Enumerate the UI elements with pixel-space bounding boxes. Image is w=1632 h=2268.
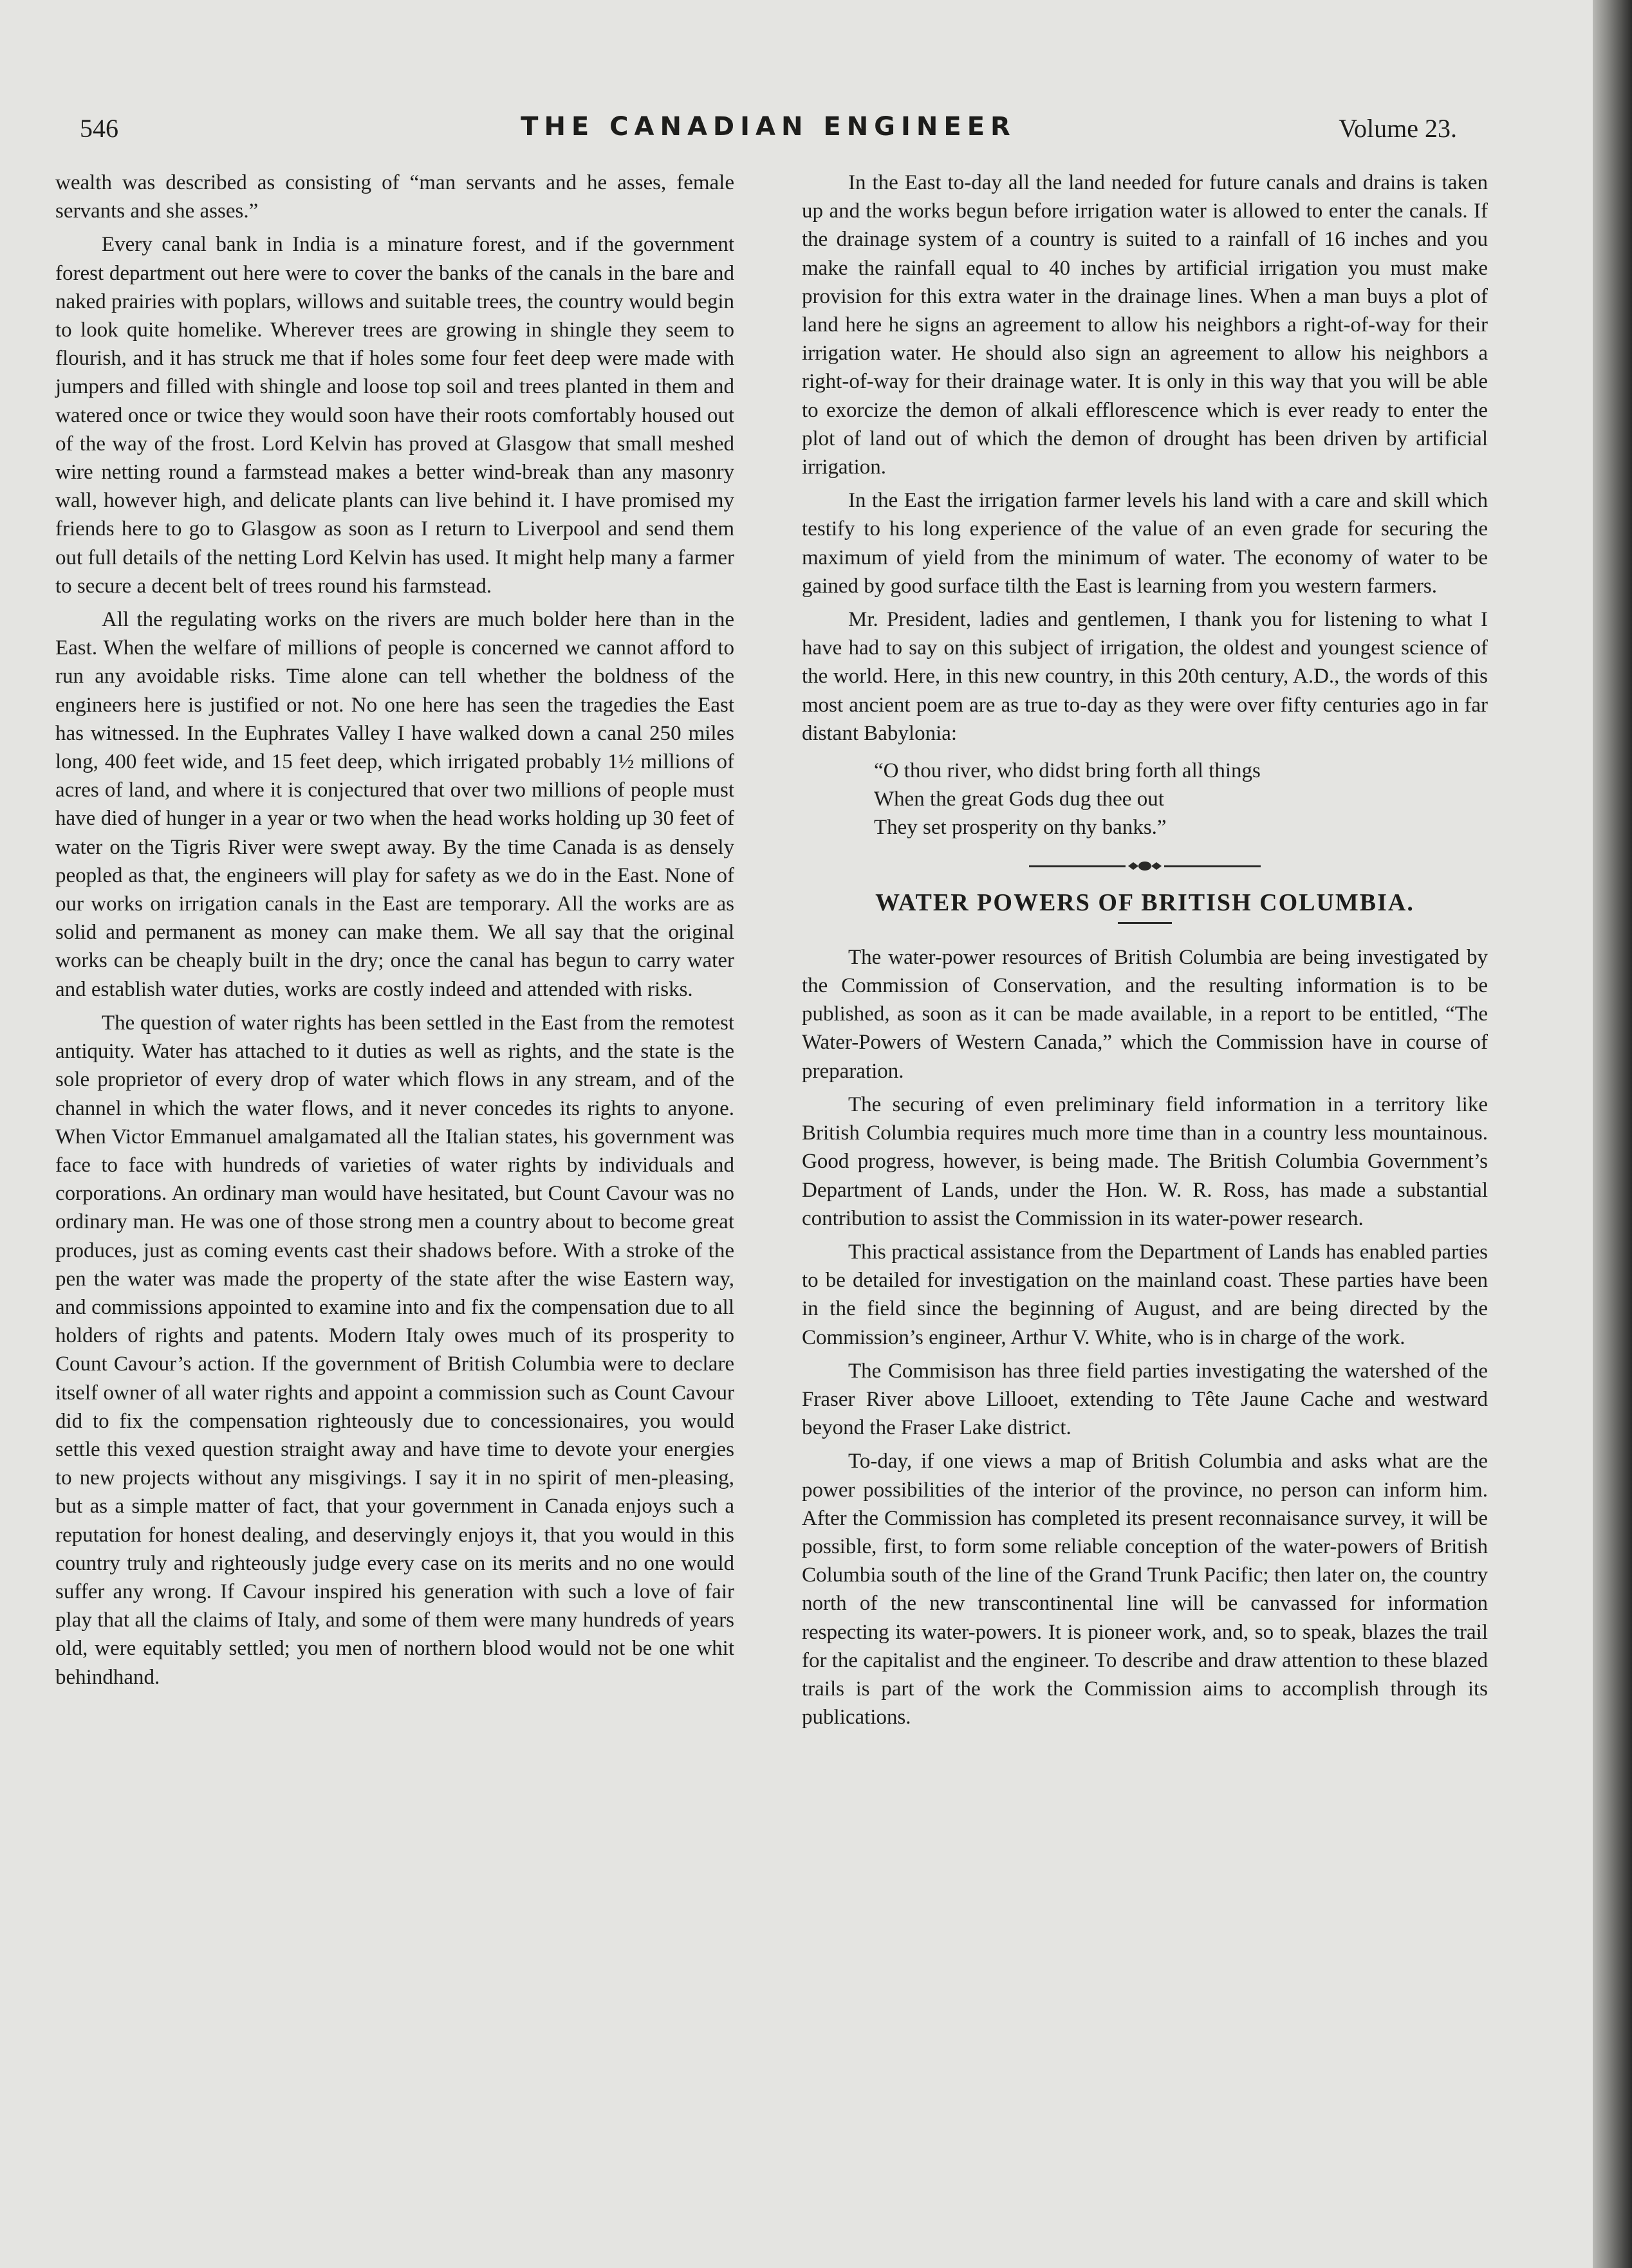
right-column: [802, 169, 1488, 1737]
paragraph: In the East to-day all the land needed for future canals and drains is taken up and the works begun before irrigation water is allowed to enter the canals. If the drainage system of a country is suited to a rainfall of 16 inches and you make the rainfall equal to 40 inches by artificial irrigation you must make provision for this extra water in the drainage lines. When a man buys a plot of land here he signs an agreement to allow his neighbors a right-of-way for their irrigation water. He should also sign an agreement to allow his neighbors a right-of-way for their drainage water. It is only in this way that you will be able to exorcize the demon of alkali efflorescence which is ever ready to enter the plot of land out of which the demon of drought has been driven by artificial irrigation.: [802, 171, 1488, 479]
poem-line: “O thou river, who didst bring forth all things: [874, 759, 1261, 783]
poem-line: They set prosperity on thy banks.”: [874, 816, 1167, 840]
paragraph: Every canal bank in India is a minature forest, and if the government forest department out here were to cover the banks of the canals in the bare and naked prairies with poplars, willows and suitable trees, the country would begin to look quite homelike. Wherever trees are growing in shingle they seem to flourish, and it has struck me that if holes some four feet deep were made with jumpers and filled with shingle and loose top soil and trees planted in them and watered once or twice they would soon have their roots comfortably housed out of the way of the frost. Lord Kelvin has proved at Glasgow that small meshed wire netting round a farmstead makes a better wind-break than any masonry wall, however high, and delicate plants can live behind it. I have promised my friends here to go to Glasgow as soon as I return to Liverpool and send them out full details of the netting Lord Kelvin has used. It might help many a farmer to secure a decent belt of trees round his farmstead.: [55, 233, 734, 598]
page-number: 546: [80, 114, 118, 143]
paragraph: In the East the irrigation farmer levels his land with a care and skill which testify to his long experience of the value of an even grade for securing the maximum of yield from the minimum of water. The economy of water to be gained by good surface tilth the East is learning from you western farmers.: [802, 489, 1488, 598]
paragraph: Mr. President, ladies and gentlemen, I thank you for listening to what I have had to say on this subject of irrigation, the oldest and youngest science of the world. Here, in this new country, in this 20th century, A.D., the words of this most ancient poem are as true to-day as they were over fifty centuries ago in far distant Babylonia:: [802, 608, 1488, 745]
article-title: WATER POWERS OF BRITISH COLUMBIA.: [875, 889, 1414, 916]
paragraph: To-day, if one views a map of British Columbia and asks what are the power possibilities of the interior of the province, no person can inform him. After the Commission has completed its present reconnaisance survey, it will be possible, first, to form some reliable conception of the water-powers of British Columbia south of the line of the Grand Trunk Pacific; then later on, the country north of the new transcontinental line will be canvassed for information respecting its water-powers. It is pioneer work, and, so to speak, blazes the trail for the capitalist and the engineer. To describe and draw attention to these blazed trails is part of the work the Commission aims to accomplish through its publications.: [802, 1450, 1488, 1729]
page-header: [80, 109, 1457, 154]
journal-title: THE CANADIAN ENGINEER: [521, 112, 1016, 142]
paragraph: This practical assistance from the Department of Lands has enabled parties to be detailed for investigation on the mainland coast. These parties have been in the field since the beginning of August, and are being directed by the Commission’s engineer, Arthur V. White, who is in charge of the work.: [802, 1240, 1488, 1349]
left-column: [55, 169, 734, 1697]
paragraph: wealth was described as consisting of “man servants and he asses, female servants and she asses.”: [55, 171, 734, 223]
paragraph: The Commisison has three field parties investigating the watershed of the Fraser River above Lillooet, extending to Tête Jaune Cache and westward beyond the Fraser Lake district.: [802, 1359, 1488, 1440]
paragraph: The securing of even preliminary field information in a territory like British Columbia requires much more time than in a country less mountainous. Good progress, however, is being made. The British Columbia Government’s Department of Lands, under the Hon. W. R. Ross, has made a substantial contribution to assist the Commission in its water-power research.: [802, 1093, 1488, 1230]
book-spine-shadow: [1593, 0, 1632, 2268]
poem-line: When the great Gods dug thee out: [874, 788, 1164, 811]
title-rule: [1118, 922, 1172, 924]
paragraph: All the regulating works on the rivers are much bolder here than in the East. When the welfare of millions of people is concerned we cannot afford to run any avoidable risks. Time alone can tell whether the boldness of the engineers here is justified or not. No one here has seen the tragedies the East has witnessed. In the Euphrates Valley I have walked down a canal 250 miles long, 400 feet wide, and 15 feet deep, which irrigated probably 1½ millions of acres of land, and where it is conjectured that over two millions of people must have died of hunger in a year or two when the head works holding up 30 feet of water on the Tigris River were swept away. By the time Canada is as densely peopled as that, the engineers will play for safety as we do in the East. None of our works on irrigation canals in the East are temporary. All the works are as solid and permanent as money can make them. We all say that the original works can be cheaply built in the dry; once the canal has begun to carry water and establish water duties, works are costly indeed and attended with risks.: [55, 608, 734, 1001]
volume-label: Volume 23.: [1339, 114, 1457, 143]
poem-quote: [874, 757, 1488, 842]
ornamental-divider: [1029, 856, 1261, 876]
paragraph: The water-power resources of British Columbia are being investigated by the Commission of Conservation, and the resulting information is to be published, as soon as it can be made available, in a report to be entitled, “The Water-Powers of Western Canada,” which the Commission have in course of preparation.: [802, 945, 1488, 1083]
paragraph: The question of water rights has been settled in the East from the remotest antiquity. Water has attached to it duties as well as rights, and the state is the sole proprietor of every drop of water which flows in any stream, and of the channel in which the water flows, and it never concedes its rights to anyone. When Victor Emmanuel amalgamated all the Italian states, his government was face to face with hundreds of varieties of water rights by individuals and corporations. An ordinary man would have hesitated, but Count Cavour was no ordinary man. He was one of those strong men a country about to become great produces, just as coming events cast their shadows before. With a stroke of the pen the water was made the property of the state after the wise Eastern way, and commissions appointed to examine into and fix the compensation due to all holders of rights and patents. Modern Italy owes much of its prosperity to Count Cavour’s action. If the government of British Columbia were to declare itself owner of all water rights and appoint a commission such as Count Cavour did to fix the compensation righteously due to concessionaires, you would settle this vexed question straight away and have time to devote your energies to new projects without any misgivings. I say it in no spirit of men-pleasing, but as a simple matter of fact, that your government in Canada enjoys such a reputation for honest dealing, and deservingly enjoys it, that you would in this country truly and righteously judge every case on its merits and no one would suffer any wrong. If Cavour inspired his generation with such a love of fair play that all the claims of Italy, and some of them were many hundreds of years old, were equitably settled; you men of northern blood would not be one whit behindhand.: [55, 1011, 734, 1689]
diamond-ornament-icon: [1126, 859, 1164, 873]
